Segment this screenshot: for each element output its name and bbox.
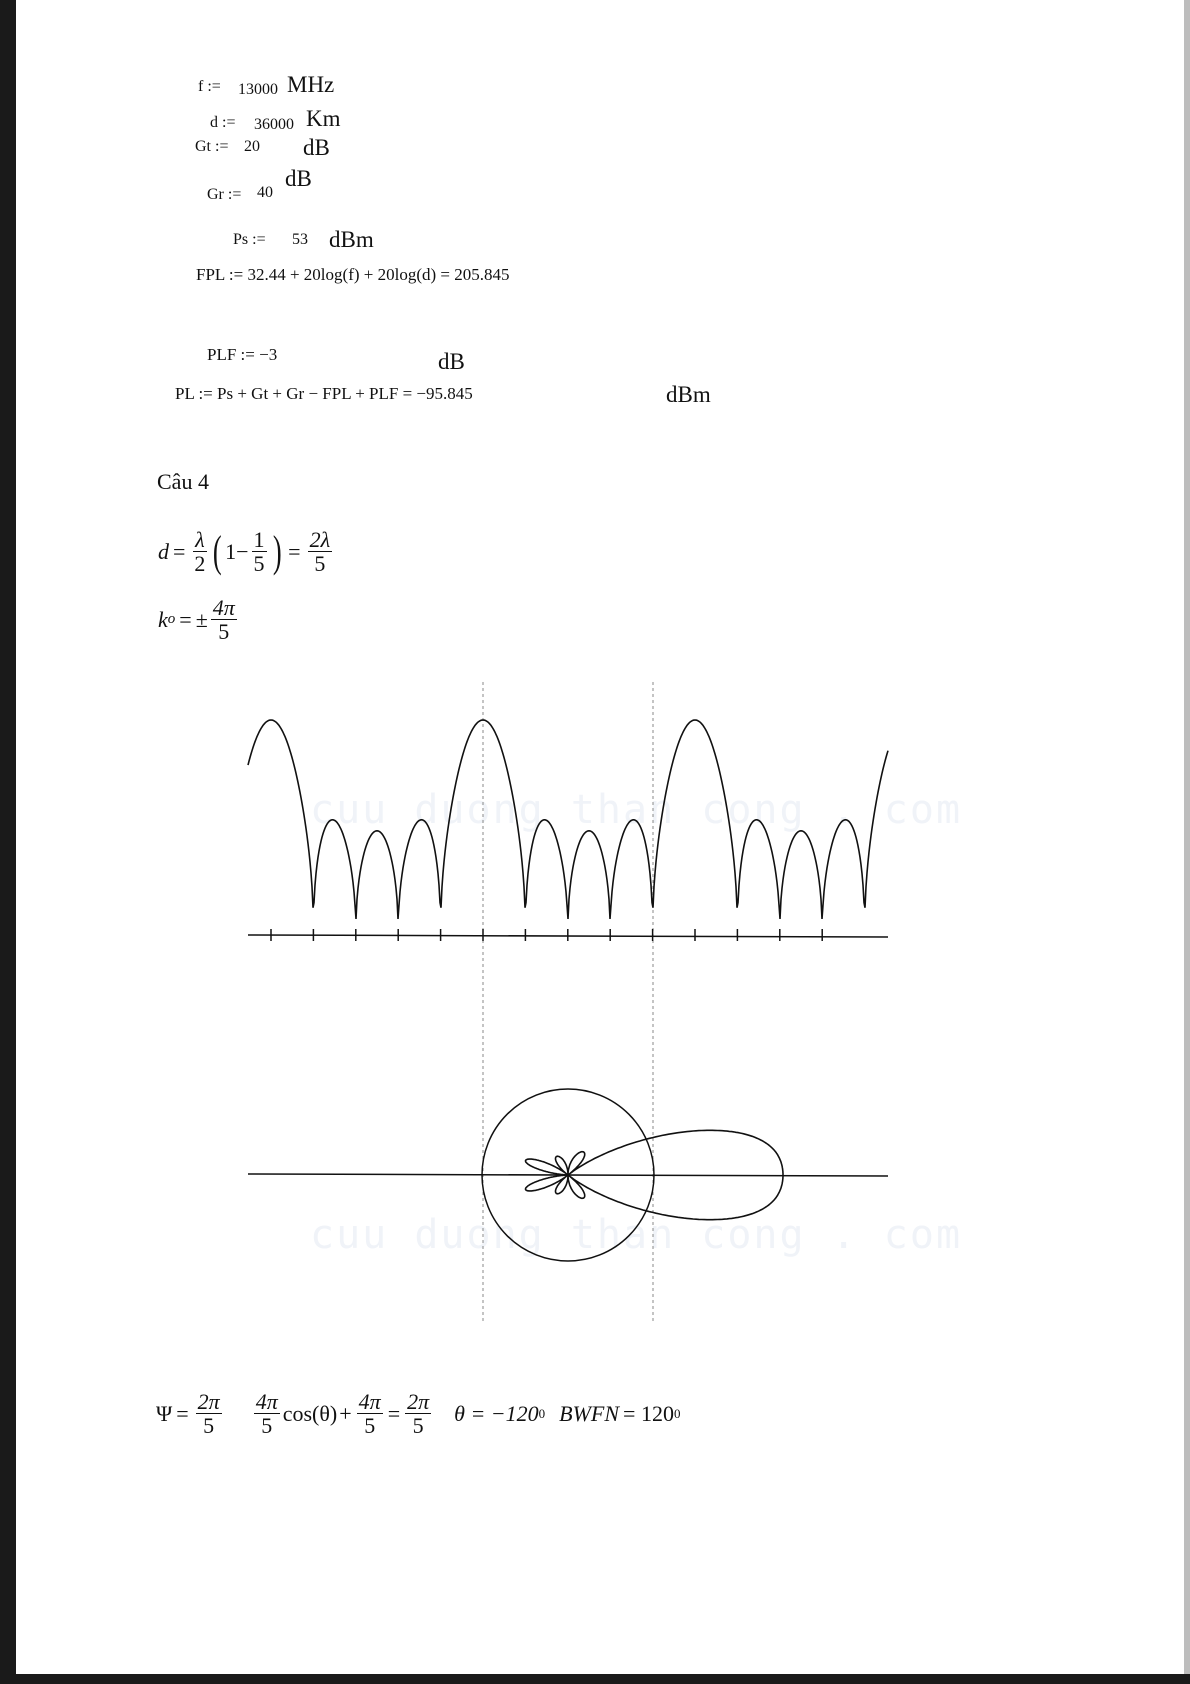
eq-b-f2	[254, 1390, 280, 1437]
eq-k-lhs: k	[158, 606, 168, 632]
eq-b-f3-den: 5	[364, 1413, 376, 1439]
eq-b-psi: Ψ	[156, 1400, 173, 1426]
eq-d-minus: −	[236, 538, 249, 564]
equation-bottom: Ψ = $\frac{2\pi}{5}$ $\frac{4\pi}{5}$ cos(θ) + $\frac{4\pi}{5}$ = $\frac{2\pi}{5}$ θ = −120 0 BWFN = 120 0	[156, 1389, 681, 1439]
eq-b-theta: θ = −120	[454, 1400, 539, 1426]
eq-b-f1-den: 5	[203, 1413, 215, 1439]
watermark-top: cuu duong than cong . com	[310, 787, 963, 833]
eq-b-f1-num: 2π	[197, 1389, 220, 1414]
watermark-bottom: cuu duong than cong . com	[310, 1212, 963, 1258]
eq-b-bwfn: BWFN	[559, 1400, 620, 1426]
eq-b-f1	[196, 1390, 222, 1437]
equation-k: k o = ± $\frac{4\pi}{5}$	[158, 595, 235, 645]
param-gt-label: Gt :=	[195, 138, 229, 155]
param-gt-unit: dB	[303, 135, 330, 160]
eq-b-cos: cos(θ)	[282, 1400, 338, 1426]
param-d-unit: Km	[306, 106, 341, 131]
eq-d-frac2-den: 5	[253, 551, 265, 577]
eq-d-lhs: d	[158, 538, 169, 564]
equation-d: d = $\frac{\lambda}{2}$ ( 1 − $\frac{1}{5}$ ) = $\frac{2\lambda}{5}$	[158, 526, 331, 577]
param-ps-unit: dBm	[329, 227, 374, 252]
eq-b-f3-num: 4π	[358, 1389, 381, 1414]
eq-d-frac3-den: 5	[314, 551, 326, 577]
eq-d-frac3-num: 2λ	[309, 527, 331, 552]
eq-b-theta-sup: 0	[538, 1405, 546, 1421]
param-f-value: 13000	[238, 81, 278, 98]
param-ps-value: 53	[292, 231, 308, 248]
param-d-value: 36000	[254, 116, 294, 133]
param-gr-value: 40	[257, 184, 273, 201]
eq-b-f3	[357, 1390, 383, 1437]
param-ps-label: Ps :=	[233, 231, 266, 248]
eq-b-f4-den: 5	[412, 1413, 424, 1439]
param-gr-label: Gr :=	[207, 186, 242, 203]
param-d-label: d :=	[210, 114, 236, 131]
eq-b-bwfn-sup: 0	[673, 1405, 681, 1421]
eq-k-sub: o	[167, 611, 176, 628]
eq-k-den: 5	[218, 619, 230, 645]
eq-b-f2-den: 5	[261, 1413, 273, 1439]
eq-b-f4-num: 2π	[407, 1389, 430, 1414]
eq-d-one: 1	[225, 538, 237, 564]
eq-d-frac1-num: λ	[195, 527, 205, 552]
section-title: Câu 4	[157, 469, 209, 494]
param-f-unit: MHz	[287, 72, 335, 97]
eq-k-pm: ±	[195, 606, 208, 632]
param-f-label: f :=	[198, 78, 221, 95]
pl-unit: dBm	[666, 382, 711, 407]
param-gr-unit: dB	[285, 166, 312, 191]
eq-d-frac2-num: 1	[253, 527, 265, 552]
eq-d-frac1-den: 2	[194, 551, 206, 577]
eq-k-num: 4π	[212, 595, 235, 620]
eq-b-bwfn-val: = 120	[623, 1400, 674, 1426]
eq-b-f2-num: 4π	[255, 1389, 278, 1414]
plf-unit: dB	[438, 349, 465, 374]
fpl-expression: FPL := 32.44 + 20log(f) + 20log(d) = 205.845	[196, 265, 510, 284]
plf-expression: PLF := −3	[207, 345, 278, 364]
param-gt-value: 20	[244, 138, 260, 155]
eq-b-f4	[405, 1390, 431, 1437]
pl-expression: PL := Ps + Gt + Gr − FPL + PLF = −95.845	[175, 384, 473, 403]
